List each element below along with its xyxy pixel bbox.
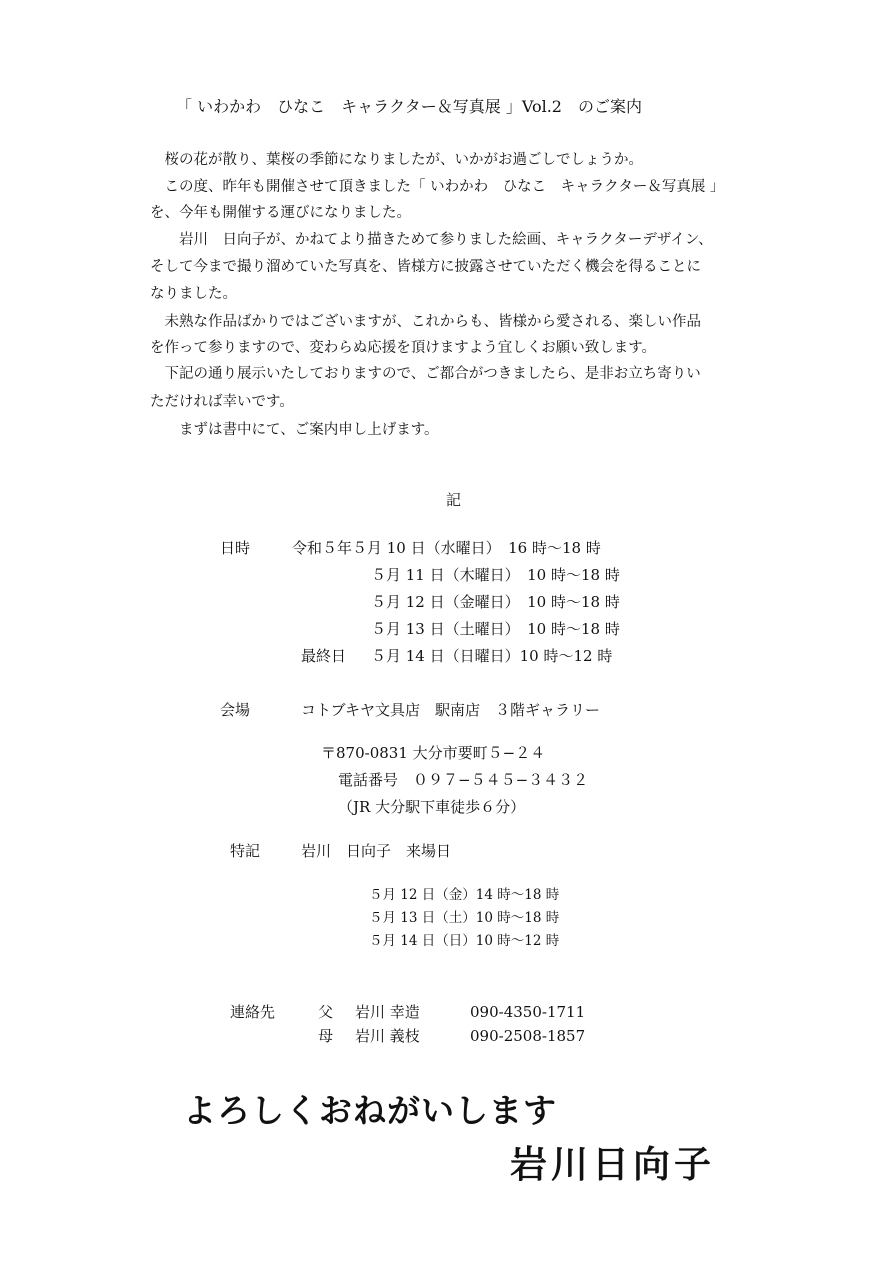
schedule-row: ５月 13 日（土曜日） 10 時〜18 時 — [371, 620, 620, 638]
paragraph-line: そして今まで撮り溜めていた写真を、皆様方に披露させていただく機会を得ることに — [150, 259, 701, 275]
contact-name: 岩川 幸造 — [355, 1003, 420, 1021]
venue-label: 会場 — [220, 701, 251, 719]
handwritten-message: よろしくおねがいします — [183, 1091, 557, 1130]
schedule-row: ５月 12 日（金曜日） 10 時〜18 時 — [371, 593, 620, 611]
attendance-date: ５月 13 日（土）10 時〜18 時 — [369, 910, 560, 926]
contact-relation: 父 — [318, 1003, 334, 1021]
venue-phone: 電話番号 ０９７−５４５−３４３２ — [338, 771, 589, 789]
paragraph-line: を、今年も開催する運びになりました。 — [150, 205, 411, 221]
paragraph-line: ただければ幸いです。 — [150, 394, 294, 410]
paragraph-line: 未熟な作品ばかりではございますが、これからも、皆様から愛される、楽しい作品 — [150, 314, 701, 330]
venue-name: コトブキヤ文具店 駅南店 ３階ギャラリー — [301, 701, 600, 719]
venue-address: 〒870-0831 大分市要町５−２４ — [321, 744, 546, 762]
attendance-date: ５月 14 日（日）10 時〜12 時 — [369, 933, 560, 949]
schedule-row: ５月 11 日（木曜日） 10 時〜18 時 — [371, 566, 620, 584]
special-text: 岩川 日向子 来場日 — [301, 842, 452, 860]
handwritten-signature: 岩川日向子 — [510, 1143, 715, 1186]
special-label: 特記 — [230, 842, 261, 860]
attendance-date: ５月 12 日（金）14 時〜18 時 — [369, 887, 560, 903]
contact-phone: 090-4350-1711 — [470, 1003, 586, 1021]
paragraph-line: 下記の通り展示いたしておりますので、ご都合がつきましたら、是非お立ち寄りい — [150, 366, 701, 382]
schedule-label: 日時 — [220, 539, 251, 557]
schedule-row: 令和５年５月 10 日（水曜日） 16 時〜18 時 — [292, 539, 601, 557]
paragraph-line: 岩川 日向子が、かねてより描きためて参りました絵画、キャラクターデザイン、 — [150, 232, 713, 248]
paragraph-line: まずは書中にて、ご案内申し上げます。 — [150, 422, 439, 438]
ki-heading: 記 — [446, 491, 462, 509]
paragraph-line: を作って参りますので、変わらぬ応援を頂けますよう宜しくお願い致します。 — [150, 340, 657, 356]
contact-phone: 090-2508-1857 — [470, 1027, 586, 1045]
contact-name: 岩川 義枝 — [355, 1027, 420, 1045]
paragraph-line: なりました。 — [150, 286, 237, 302]
schedule-row: ５月 14 日（日曜日）10 時〜12 時 — [371, 647, 613, 665]
venue-access: （JR 大分駅下車徒歩６分） — [338, 798, 526, 816]
contact-label: 連絡先 — [230, 1003, 276, 1021]
contact-relation: 母 — [318, 1027, 334, 1045]
paragraph-line: 桜の花が散り、葉桜の季節になりましたが、いかがお過ごしでしょうか。 — [150, 152, 643, 168]
document-title: 「 いわかわ ひなこ キャラクター＆写真展 」Vol.2 のご案内 — [176, 97, 642, 116]
schedule-last-label: 最終日 — [301, 647, 347, 665]
paragraph-line: この度、昨年も開催させて頂きました「 いわかわ ひなこ キャラクター＆写真展 」 — [150, 179, 725, 195]
